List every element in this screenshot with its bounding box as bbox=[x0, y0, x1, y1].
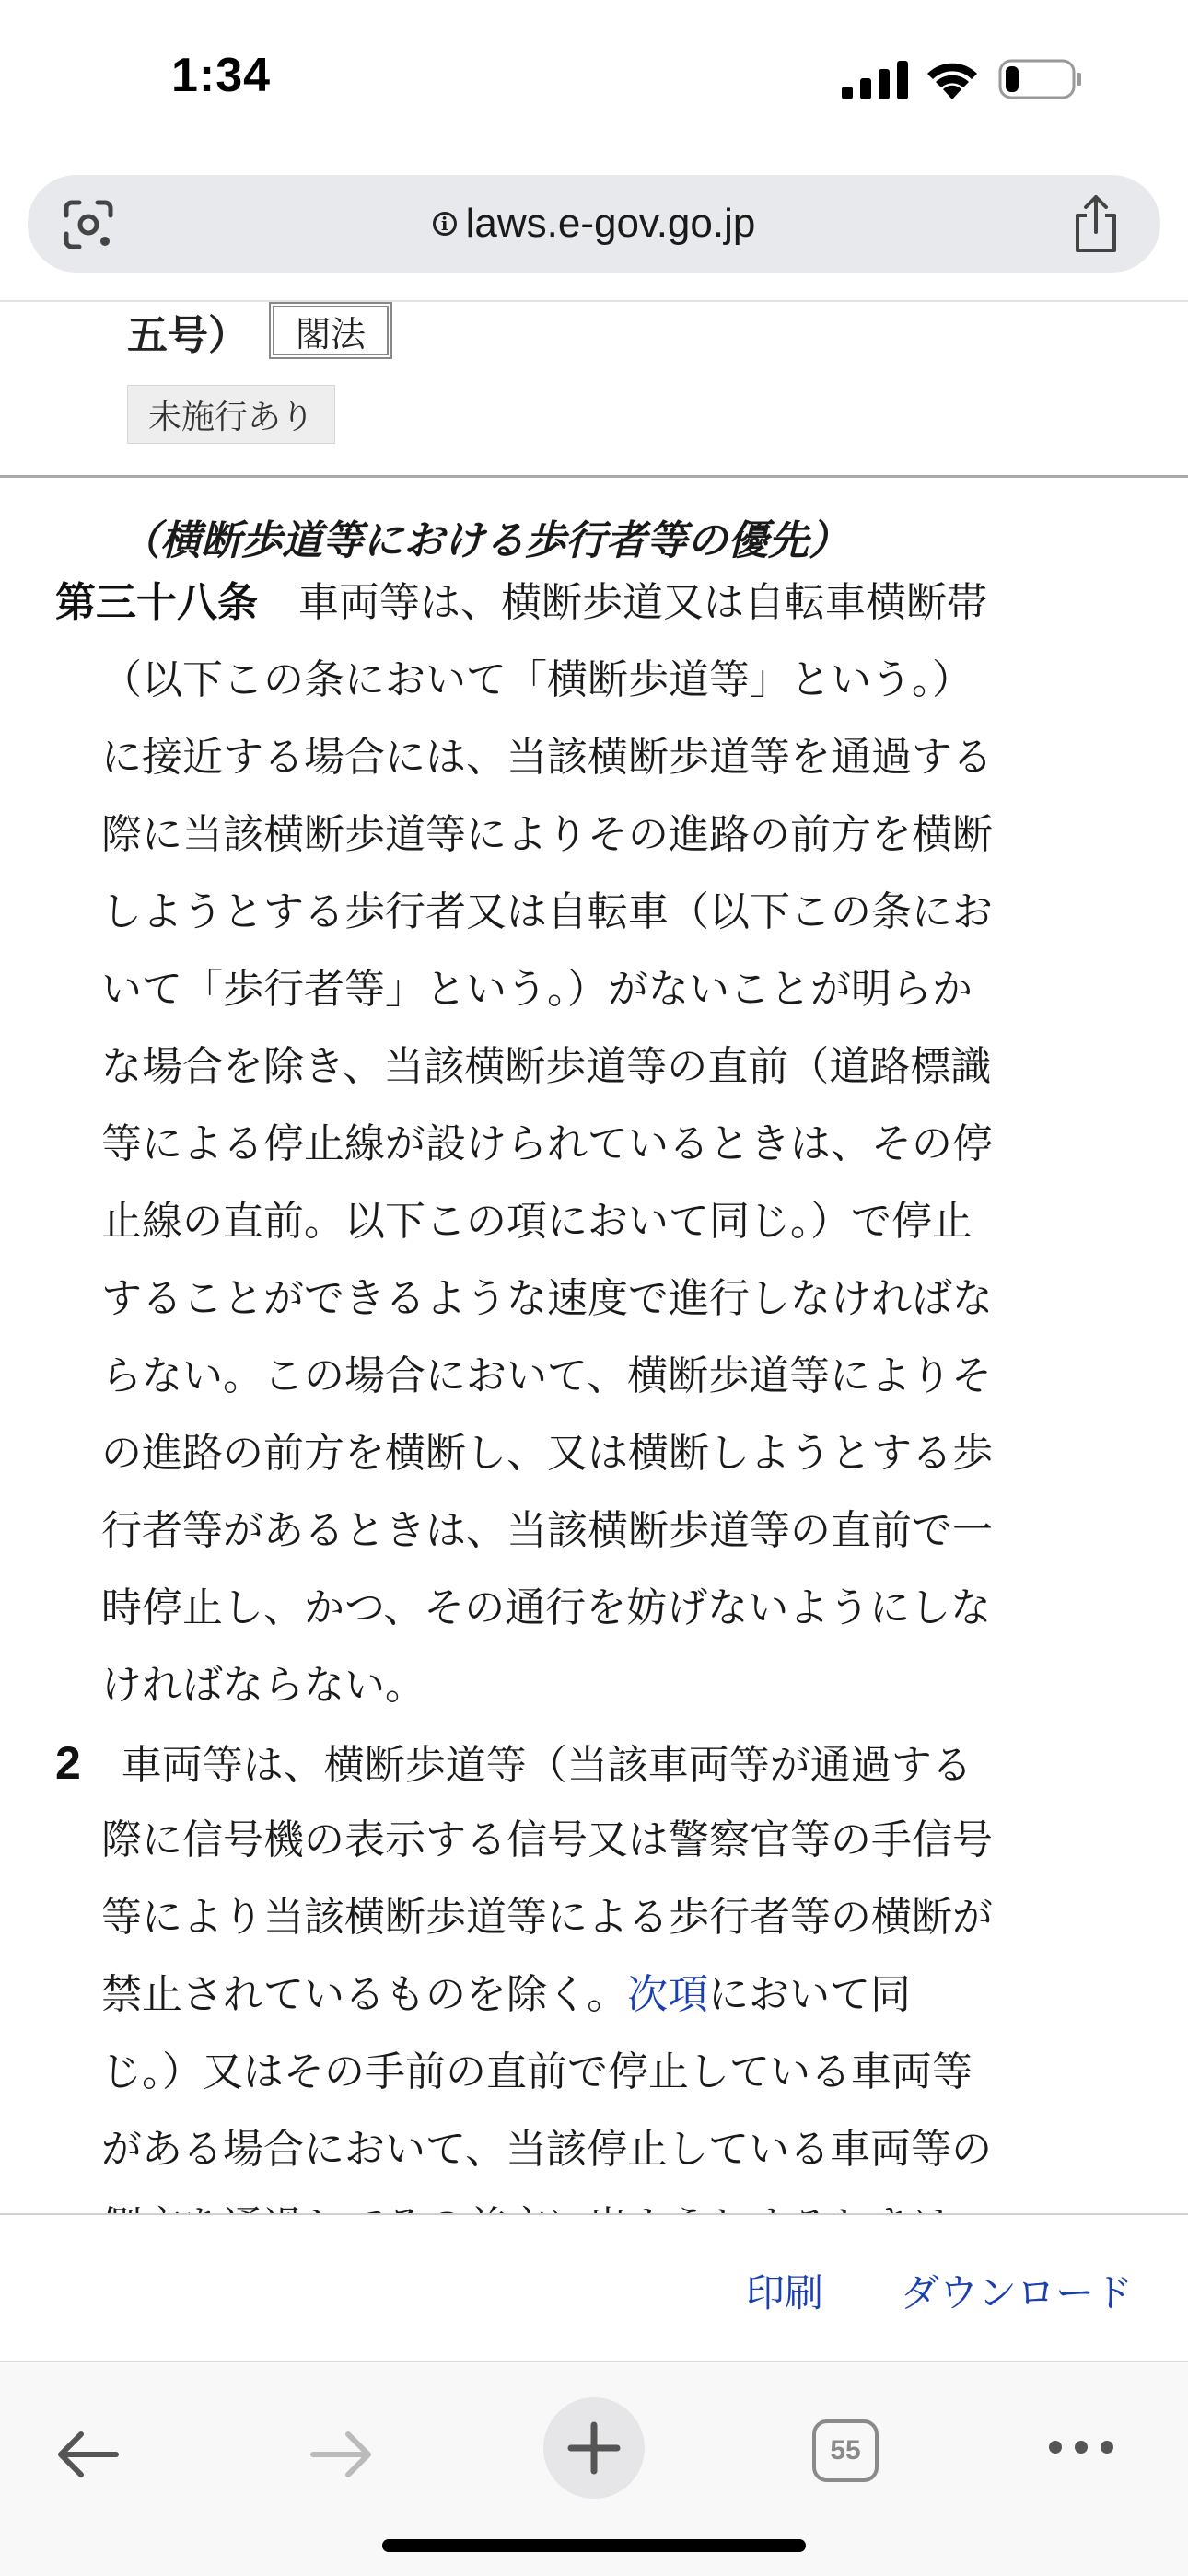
next-paragraph-link[interactable]: 次項 bbox=[627, 1971, 709, 2018]
article-38 bbox=[0, 478, 1188, 2210]
paragraph-number: 2 bbox=[55, 1737, 81, 1789]
download-link[interactable]: ダウンロード bbox=[901, 2270, 1134, 2315]
article-text-line: 行者等があるときは、当該横断歩道等の直前で一 bbox=[101, 1507, 993, 1554]
home-indicator bbox=[382, 2539, 806, 2552]
address-bar[interactable] bbox=[28, 175, 1160, 273]
article-text-line: ければならない。 bbox=[101, 1662, 425, 1709]
paragraph-text-segment: において同 bbox=[708, 1971, 912, 2018]
unenforced-tag[interactable]: 未施行あり bbox=[127, 385, 335, 444]
paragraph-text-line: がある場合において、当該停止している車両等の bbox=[101, 2126, 993, 2173]
article-number: 第三十八条 bbox=[55, 579, 258, 626]
paragraph-2-first-line bbox=[55, 1724, 973, 1802]
back-arrow-icon[interactable] bbox=[52, 2418, 125, 2491]
new-tab-button[interactable] bbox=[543, 2397, 645, 2499]
paragraph-text-line: じ。）又はその手前の直前で停止している車両等 bbox=[101, 2048, 973, 2095]
info-icon[interactable]: i bbox=[433, 212, 457, 236]
article-text-line: らない。この場合において、横断歩道等によりそ bbox=[101, 1352, 993, 1399]
article-text-line: 時停止し、かつ、その通行を妨げないようにしな bbox=[101, 1584, 992, 1631]
revision-history bbox=[0, 302, 1188, 477]
article-text-line: の進路の前方を横断し、又は横断しようとする歩 bbox=[101, 1430, 993, 1477]
paragraph-link-line bbox=[101, 1956, 911, 2034]
url-display[interactable] bbox=[28, 175, 1160, 273]
history-text: 五号） bbox=[127, 312, 249, 359]
print-link[interactable]: 印刷 bbox=[746, 2270, 824, 2315]
article-caption: （横断歩道等における歩行者等の優先） bbox=[120, 517, 849, 564]
paragraph-text-line: 車両等は、横断歩道等（当該車両等が通過する bbox=[80, 1742, 973, 1789]
paragraph-text-line: 等により当該横断歩道等による歩行者等の横断が bbox=[101, 1894, 993, 1941]
article-text-line: に接近する場合には、当該横断歩道等を通過する bbox=[101, 734, 993, 781]
more-menu-icon[interactable] bbox=[1044, 2429, 1118, 2466]
article-text-line: 車両等は、横断歩道又は自転車横断帯 bbox=[258, 579, 987, 626]
article-text-line: 等による停止線が設けられているときは、その停 bbox=[101, 1120, 993, 1167]
plus-icon bbox=[543, 2397, 645, 2499]
article-text-line: いて「歩行者等」という。）がないことが明らか bbox=[101, 966, 973, 1013]
share-icon[interactable] bbox=[1068, 193, 1124, 254]
forward-arrow-icon[interactable] bbox=[304, 2418, 378, 2491]
page-actions-bar bbox=[0, 2213, 1188, 2362]
url-text: laws.e-gov.go.jp bbox=[465, 201, 756, 246]
status-bar bbox=[0, 0, 1188, 166]
article-text-line: 際に当該横断歩道等によりその進路の前方を横断 bbox=[101, 811, 993, 858]
article-text-line: することができるような速度で進行しなければな bbox=[101, 1275, 993, 1322]
paragraph-text-line: 際に信号機の表示する信号又は警察官等の手信号 bbox=[101, 1816, 993, 1863]
article-text-line: 止線の直前。以下この項において同じ。）で停止 bbox=[101, 1198, 973, 1245]
battery-icon bbox=[998, 59, 1083, 99]
cabinet-bill-badge[interactable]: 閣法 bbox=[269, 302, 392, 359]
paragraph-text-segment: 禁止されているものを除く。 bbox=[101, 1971, 628, 2018]
article-first-line bbox=[55, 564, 987, 642]
tab-switcher-button[interactable]: 55 bbox=[812, 2419, 879, 2482]
cellular-signal-icon bbox=[842, 61, 908, 99]
article-text-line: （以下この条において「横断歩道等」という。） bbox=[101, 656, 973, 703]
status-time: 1:34 bbox=[171, 49, 272, 102]
wifi-icon bbox=[925, 57, 980, 99]
article-text-line: しようとする歩行者又は自転車（以下この条にお bbox=[101, 888, 993, 935]
article-text-line: な場合を除き、当該横断歩道等の直前（道路標識 bbox=[101, 1043, 992, 1090]
